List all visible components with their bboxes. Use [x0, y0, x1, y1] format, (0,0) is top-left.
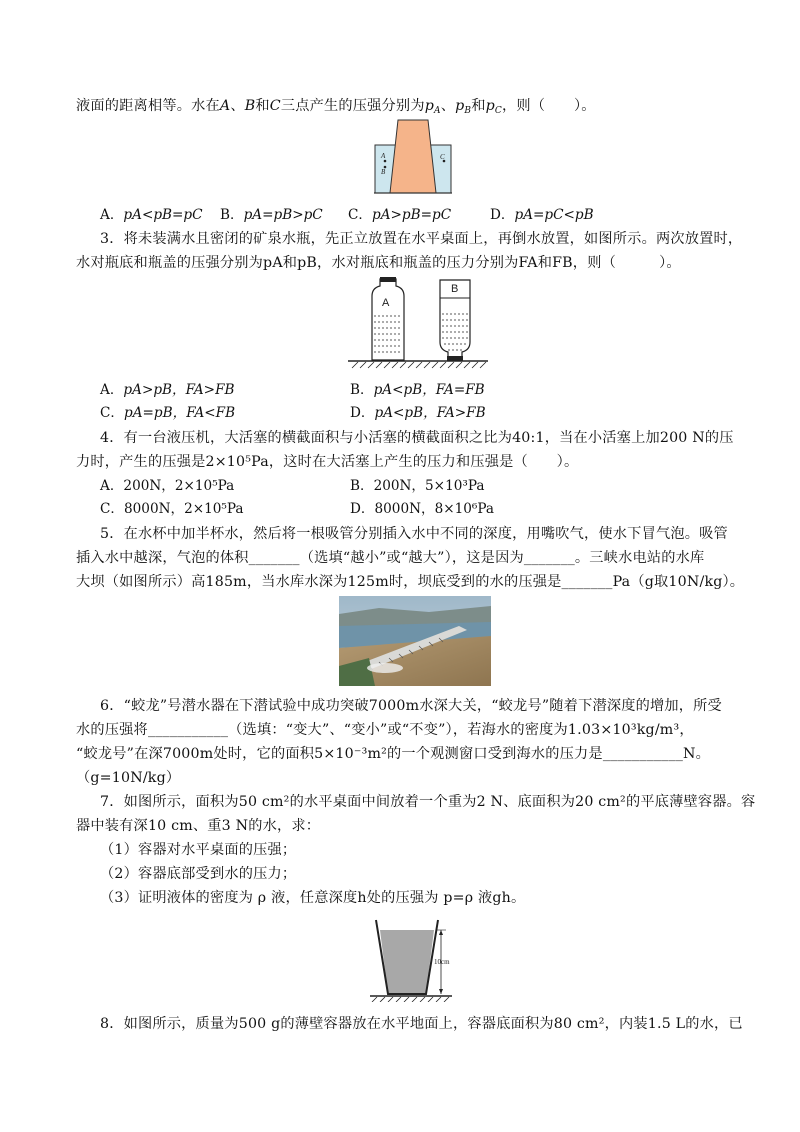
q3-bottles-figure — [344, 274, 492, 370]
q6-line4: （g=10N/kg） — [76, 770, 181, 786]
q4-option-a: A．200N，2×10⁵Pa — [100, 478, 235, 494]
q3-line2: 水对瓶底和瓶盖的压强分别为pA和pB，水对瓶底和瓶盖的压力分别为FA和FB，则（ ）。 — [76, 255, 681, 271]
q7-sub2: （2）容器底部受到水的压力； — [100, 866, 297, 882]
q2-option-b: B．pA=pB>pC — [220, 207, 323, 223]
q3-option-c: C．pA=pB，FA<FB — [100, 405, 236, 421]
q4-line2: 力时，产生的压强是2×10⁵Pa，这时在大活塞上产生的压力和压强是（ ）。 — [76, 454, 579, 470]
q8-line1: 8．如图所示，质量为500 g的薄壁容器放在水平地面上，容器底面积为80 cm²，内装1.5 L的水，已 — [100, 1016, 743, 1032]
q6-line1: 6．“蛟龙”号潜水器在下潜试验中成功突破7000m水深大关，“蛟龙号”随着下潜深度的增加，所受 — [100, 698, 722, 714]
fig-label-bottle-a: A — [382, 297, 390, 309]
q7-container-figure — [366, 916, 466, 1002]
q7-sub3: （3）证明液体的密度为 ρ 液，任意深度h处的压强为 p=ρ 液gh。 — [100, 890, 526, 906]
q3-option-a: A．pA>pB，FA>FB — [100, 382, 235, 398]
q6-line2: 水的压强将___________（选填：“变大”、“变小”或“不变”），若海水的密度为1.03×10³kg/m³， — [76, 722, 694, 738]
q7-line1: 7．如图所示，面积为50 cm²的水平桌面中间放着一个重为2 N、底面积为20 cm²的平底薄壁容器。容 — [100, 794, 756, 810]
q2-option-d: D．pA=pC<pB — [490, 207, 594, 223]
q5-dam-photo — [339, 596, 491, 686]
q3-line1: 3．将未装满水且密闭的矿泉水瓶，先正立放置在水平桌面上，再倒水放置，如图所示。两次放置时， — [100, 231, 743, 247]
q2-dam-figure — [374, 117, 452, 195]
q6-line3: “蛟龙号”在深7000m处时，它的面积5×10⁻³m²的一个观测窗口受到海水的压力是___________N。 — [76, 746, 711, 762]
q3-option-d: D．pA<pB，FA>FB — [350, 405, 486, 421]
fig-label-a: A — [381, 152, 386, 160]
fig-label-b: B — [381, 168, 386, 176]
fig-label-10cm: 10cm — [434, 958, 450, 966]
q4-line1: 4．有一台液压机，大活塞的横截面积与小活塞的横截面积之比为40:1，当在小活塞上加200 N的压 — [100, 430, 734, 446]
q4-option-d: D．8000N，8×10⁶Pa — [350, 501, 495, 517]
q5-line1: 5．在水杯中加半杯水，然后将一根吸管分别插入水中不同的深度，用嘴吹气，使水下冒气泡。吸管 — [100, 526, 728, 542]
q5-line3: 大坝（如图所示）高185m，当水库水深为125m时，坝底受到的水的压强是_______Pa（g取10N/kg）。 — [76, 574, 745, 590]
q4-option-b: B．200N，5×10³Pa — [350, 478, 485, 494]
q5-line2: 插入水中越深，气泡的体积_______（选填“越小”或“越大”），这是因为_______。三峡水电站的水库 — [76, 550, 705, 566]
fig-label-c: C — [440, 153, 445, 161]
q2-option-c: C．pA>pB=pC — [348, 207, 452, 223]
q7-line2: 器中装有深10 cm、重3 N的水，求： — [76, 818, 321, 834]
q2-option-a: A．pA<pB=pC — [100, 207, 203, 223]
q7-sub1: （1）容器对水平桌面的压强； — [100, 842, 297, 858]
fig-label-bottle-b: B — [451, 283, 459, 295]
q4-option-c: C．8000N，2×10⁵Pa — [100, 501, 244, 517]
q3-option-b: B．pA<pB，FA=FB — [350, 382, 485, 398]
q2-line1: 液面的距离相等。水在A、B和C三点产生的压强分别为$p_A$、$p_B$和$p_C$，则（ ）。 — [76, 98, 596, 116]
